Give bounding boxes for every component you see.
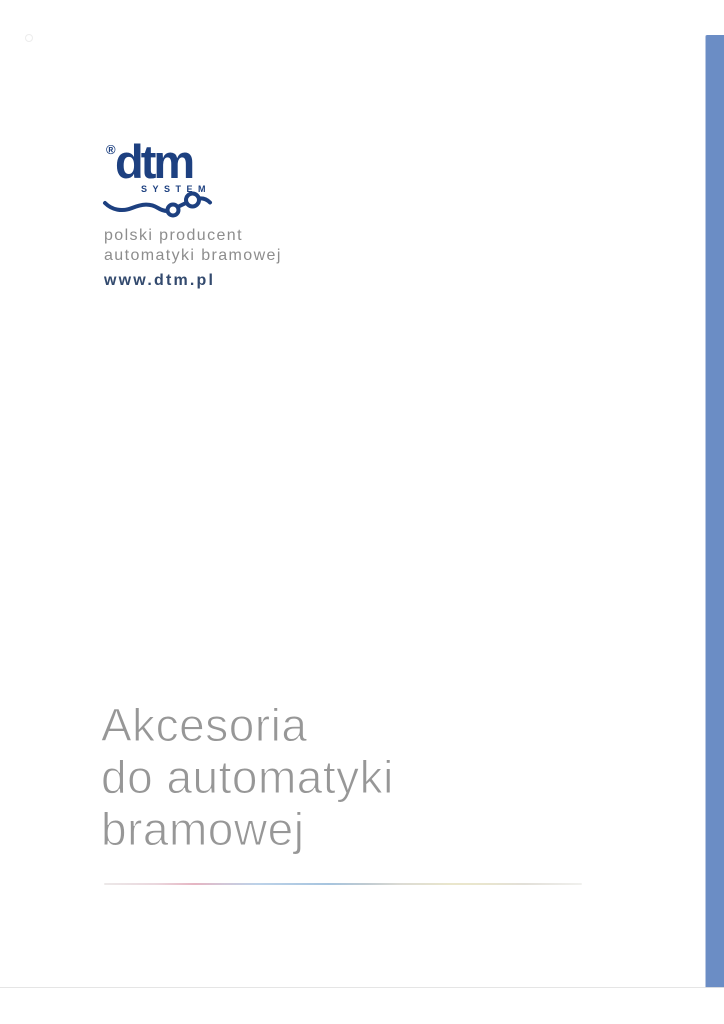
- title-line-1: Akcesoria: [101, 699, 308, 751]
- cover-title: [101, 699, 394, 855]
- wave-with-nodes-icon: [102, 191, 214, 219]
- tagline-line-1: polski producent: [104, 227, 243, 244]
- scan-artifact-dot: [25, 34, 33, 42]
- logo-wordmark: dtm: [115, 135, 193, 188]
- dtm-logo: [102, 135, 217, 220]
- logo-subtext: SYSTEM: [141, 184, 212, 194]
- registered-trademark-symbol: ®: [106, 142, 116, 157]
- title-line-2: do automatyki: [101, 751, 394, 803]
- tagline-line-2: automatyki bramowej: [104, 246, 282, 264]
- website-url: www.dtm.pl: [104, 272, 216, 289]
- title-line-3: bramowej: [101, 803, 305, 855]
- side-accent-strip: [705, 35, 724, 988]
- company-tagline: [104, 226, 282, 265]
- rainbow-divider-line: [104, 883, 582, 885]
- page-bottom-edge-line: [0, 987, 724, 988]
